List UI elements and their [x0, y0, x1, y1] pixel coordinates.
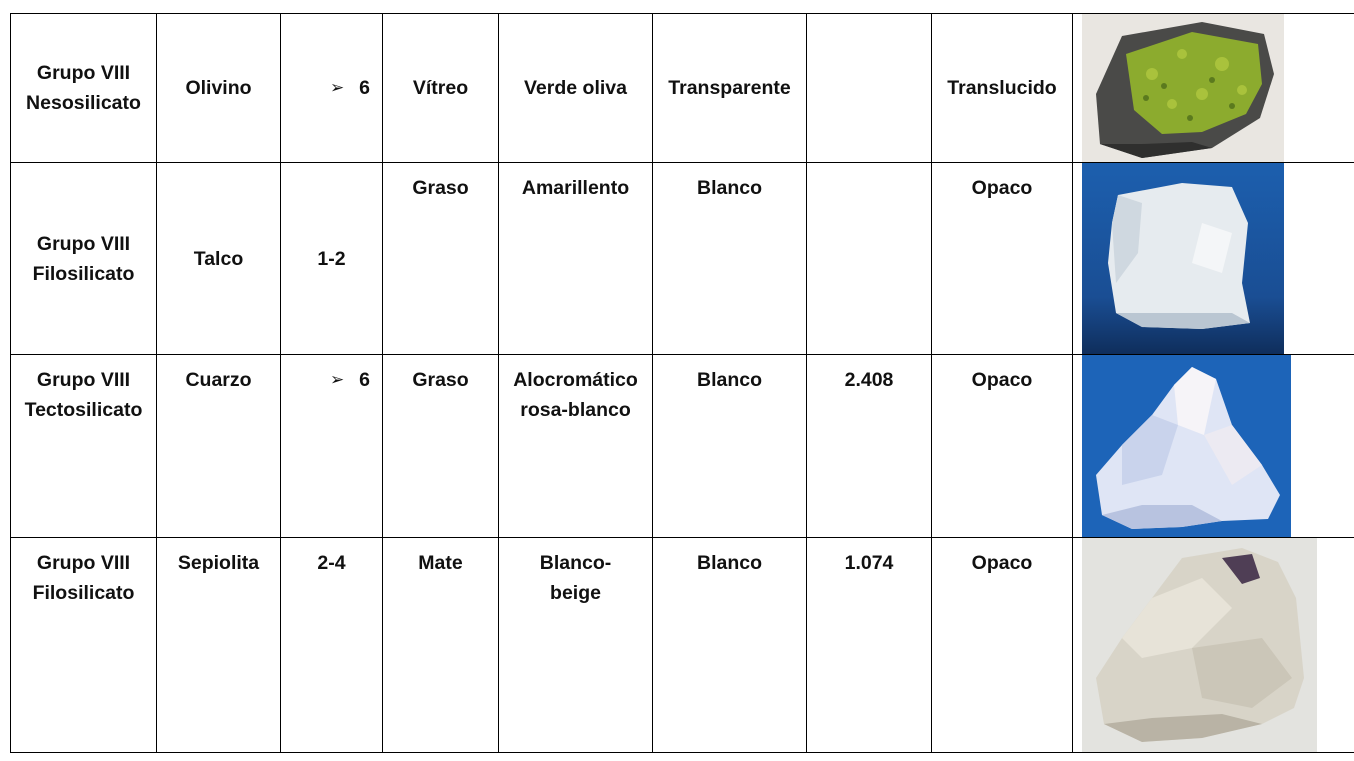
group-cell [10, 355, 156, 537]
density-cell [806, 163, 931, 354]
spacer-cell [1072, 538, 1082, 752]
density-cell [806, 14, 931, 162]
table-row [10, 13, 1354, 162]
mineral-cell: Olivino [156, 14, 280, 162]
transparency-cell: Opaco [931, 538, 1072, 752]
image-cell [1082, 163, 1354, 354]
group-line: Filosilicato [32, 262, 135, 285]
hardness-value: 6 [359, 369, 370, 391]
mineral-cell: Cuarzo [156, 355, 280, 537]
hardness-cell [280, 355, 382, 537]
table-row [10, 537, 1354, 753]
streak-cell: Blanco [652, 163, 806, 354]
image-cell [1082, 14, 1354, 162]
mineral-cell: Sepiolita [156, 538, 280, 752]
sepiolite-rock-photo [1082, 538, 1317, 752]
group-line: Nesosilicato [26, 92, 141, 114]
spacer-cell [1072, 355, 1082, 537]
color-cell: Verde oliva [498, 14, 652, 162]
color-cell [498, 355, 652, 537]
group-line: Grupo VIII [36, 552, 131, 574]
streak-cell: Blanco [652, 538, 806, 752]
color-line: rosa-blanco [520, 399, 631, 421]
luster-cell: Graso [382, 163, 498, 354]
streak-cell: Blanco [652, 355, 806, 537]
group-line: Tectosilicato [24, 399, 143, 421]
hardness-cell: 1-2 [280, 163, 382, 354]
density-cell: 1.074 [806, 538, 931, 752]
group-cell [10, 14, 156, 162]
hardness-cell: 2-4 [280, 538, 382, 752]
table-row [10, 162, 1354, 354]
spacer-cell [1072, 163, 1082, 354]
group-cell [10, 538, 156, 752]
group-line: Grupo VIII [36, 369, 131, 391]
group-line: Grupo VIII [36, 62, 131, 84]
arrow-bullet-icon: ➢ [330, 370, 345, 389]
spacer-cell [1072, 14, 1082, 162]
image-cell [1082, 538, 1354, 752]
streak-cell: Transparente [652, 14, 806, 162]
minerals-table [10, 13, 1354, 753]
color-line: Alocromático [513, 369, 638, 391]
table-row [10, 354, 1354, 537]
density-cell: 2.408 [806, 355, 931, 537]
transparency-cell: Opaco [931, 163, 1072, 354]
hardness-cell [280, 14, 382, 162]
luster-cell: Mate [382, 538, 498, 752]
talc-rock-photo [1082, 163, 1284, 354]
luster-cell: Graso [382, 355, 498, 537]
luster-cell: Vítreo [382, 14, 498, 162]
color-cell [498, 538, 652, 752]
arrow-bullet-icon: ➢ [330, 78, 345, 97]
olivine-rock-photo [1082, 14, 1284, 162]
transparency-cell: Opaco [931, 355, 1072, 537]
group-line: Grupo VIII [36, 232, 131, 255]
hardness-value: 6 [359, 77, 370, 99]
color-line: Blanco- [539, 552, 612, 574]
group-line: Filosilicato [32, 582, 135, 604]
color-line: beige [550, 582, 601, 604]
image-cell [1082, 355, 1354, 537]
group-cell [10, 163, 156, 354]
mineral-cell: Talco [156, 163, 280, 354]
quartz-rock-photo [1082, 355, 1291, 537]
color-cell: Amarillento [498, 163, 652, 354]
transparency-cell: Translucido [931, 14, 1072, 162]
